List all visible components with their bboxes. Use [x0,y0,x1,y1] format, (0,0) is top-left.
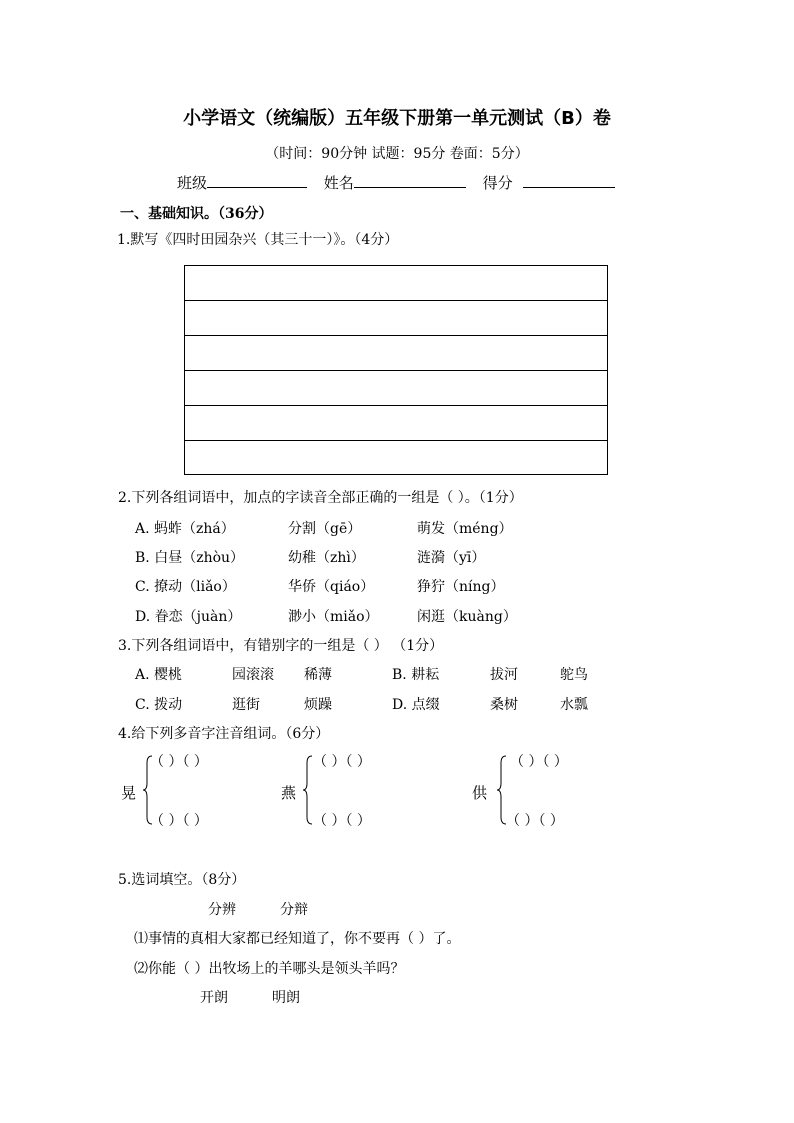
q3-option: C. 拨动 [135,697,183,713]
q3-option: 逛街 [232,697,260,713]
question-5: 5.选词填空。（8分） [118,872,246,888]
score-label: 得分 [482,174,513,192]
q2-option-b-3: 涟漪（yī） [417,550,486,566]
word-choice: 分辩 [280,902,308,918]
name-label: 姓名 [323,174,354,192]
q2-option-a-3: 萌发（méng） [417,521,513,537]
question-4: 4.给下列多音字注音组词。（6分） [118,726,330,742]
question-1: 1.默写《四时田园杂兴（其三十一）》。（4分） [117,232,399,248]
writing-row[interactable] [185,301,607,336]
q2-option-d-2: 渺小（miǎo） [288,609,379,625]
q2-option-a-1: A. 蚂蚱（zhá） [135,521,235,537]
q3-option: D. 点缀 [392,697,440,713]
q2-option-c-2: 华侨（qiáo） [288,579,375,595]
polyphone-char: 供 [472,784,488,802]
word-choice: 开朗 [200,990,228,1006]
q2-option-d-3: 闲逛（kuàng） [417,609,517,625]
q3-option: 稀薄 [304,667,332,683]
pinyin-blank[interactable]: （ ）（ ） [510,754,568,770]
q3-option: 鸵鸟 [560,667,588,683]
name-blank[interactable] [354,173,466,188]
pinyin-blank[interactable]: （ ）（ ） [506,813,564,829]
q3-option: 桑树 [490,697,518,713]
q3-option: A. 樱桃 [135,667,183,683]
score-blank[interactable] [523,173,615,188]
student-info-line [177,172,615,193]
question-2: 2.下列各组词语中，加点的字读音全部正确的一组是（ ）。（1分） [118,490,523,506]
q3-option: 烦躁 [304,697,332,713]
q3-option: 拔河 [490,667,518,683]
writing-grid[interactable] [184,265,608,475]
page-title: 小学语文（统编版）五年级下册第一单元测试（B）卷 [183,108,611,129]
fill-sentence-2[interactable]: ⑵你能（ ）出牧场上的羊哪头是领头羊吗？ [134,961,405,977]
question-3: 3.下列各组词语中，有错别字的一组是（ ） （1分） [118,638,444,654]
q2-option-b-1: B. 白昼（zhòu） [135,550,245,566]
q3-option: 水瓢 [560,697,588,713]
writing-row[interactable] [185,266,607,301]
pinyin-blank[interactable]: （ ）（ ） [313,813,371,829]
q2-option-b-2: 幼稚（zhì） [288,550,365,566]
word-choice: 明朗 [272,990,300,1006]
writing-row[interactable] [185,441,607,476]
q2-option-a-2: 分割（gē） [288,521,362,537]
class-blank[interactable] [207,173,307,188]
pinyin-blank[interactable]: （ ）（ ） [150,754,208,770]
q2-option-d-1: D. 眷恋（juàn） [135,609,242,625]
writing-row[interactable] [185,371,607,406]
polyphone-char: 燕 [281,784,297,802]
q2-option-c-3: 狰狞（níng） [417,579,505,595]
writing-row[interactable] [185,406,607,441]
q3-option: B. 耕耘 [392,667,440,683]
q2-option-c-1: C. 撩动（liǎo） [135,579,236,595]
fill-sentence-1[interactable]: ⑴事情的真相大家都已经知道了，你不要再（ ）了。 [134,931,461,947]
class-label: 班级 [177,174,208,192]
writing-row[interactable] [185,336,607,371]
word-choice: 分辨 [208,902,236,918]
pinyin-blank[interactable]: （ ）（ ） [313,754,371,770]
q3-option: 园滚滚 [232,667,274,683]
pinyin-blank[interactable]: （ ）（ ） [150,813,208,829]
polyphone-char: 晃 [121,784,137,802]
exam-info: （时间：90分钟 试题：95分 卷面：5分） [265,146,529,162]
section-heading: 一、基础知识。（36分） [120,206,273,222]
brace-icon [303,755,313,825]
